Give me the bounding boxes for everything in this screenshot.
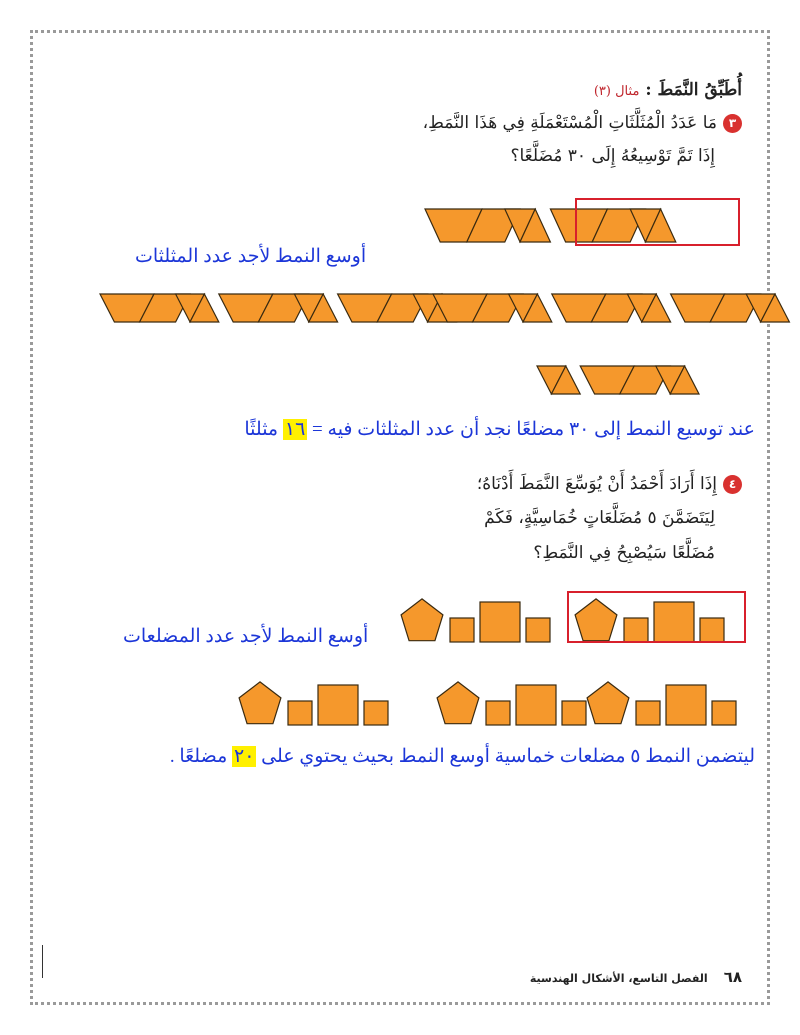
small-square-shape <box>700 618 724 642</box>
small-square-shape <box>624 618 648 642</box>
answer-4-text: ليتضمن النمط ٥ مضلعات خماسية أوسع النمط بحيث يحتوي على <box>261 746 755 767</box>
question-4-number: ٤ <box>723 475 742 494</box>
page-number: ٦٨ <box>723 968 742 986</box>
question-4-text-1: إِذَا أَرَادَ أَحْمَدُ أَنْ يُوَسِّعَ النَّمَطَ أَدْنَاهُ؛ <box>476 474 717 494</box>
pentagon-shape <box>575 599 617 641</box>
question-4-line-3: مُضَلَّعًا سَيُصْبِحُ فِي النَّمَطِ؟ <box>533 543 715 563</box>
question-3-number: ٣ <box>723 114 742 133</box>
small-square-shape <box>450 618 474 642</box>
small-square-shape <box>288 701 312 725</box>
large-square-shape <box>480 602 520 642</box>
pentagon-shape <box>401 599 443 641</box>
question-3-line-2: إِذَا تَمَّ تَوْسِيعُهُ إِلَى ٣٠ مُضَلَّعًا؟ <box>510 146 715 166</box>
answer-3-unit: مثلثًا <box>244 419 279 440</box>
answer-3-text: عند توسيع النمط إلى ٣٠ مضلعًا نجد أن عدد المثلثات فيه = <box>312 419 755 440</box>
small-square-shape <box>712 701 736 725</box>
example-title: أُطَبِّقُ النَّمَطَ : <box>645 80 742 100</box>
large-square-shape <box>318 685 358 725</box>
small-square-shape <box>364 701 388 725</box>
large-square-shape <box>516 685 556 725</box>
note-expand-triangles: أوسع النمط لأجد عدد المثلثات <box>135 246 367 267</box>
answer-3-value: ١٦ <box>284 419 306 440</box>
pentagon-shape <box>437 682 479 724</box>
answer-4-unit: مضلعًا . <box>169 746 228 767</box>
large-square-shape <box>666 685 706 725</box>
pentagon-shape <box>239 682 281 724</box>
question-3-text-1: مَا عَدَدُ الْمُثَلَّثَاتِ الْمُسْتَعْمَلَةِ فِي هَذَا النَّمَطِ، <box>422 113 717 133</box>
pentagon-shape <box>587 682 629 724</box>
note-expand-polygons: أوسع النمط لأجد عدد المضلعات <box>123 626 369 647</box>
small-square-shape <box>526 618 550 642</box>
example-label: مثال (٣) <box>593 84 640 99</box>
answer-4-value: ٢٠ <box>234 746 255 767</box>
small-square-shape <box>562 701 586 725</box>
small-square-shape <box>636 701 660 725</box>
large-square-shape <box>654 602 694 642</box>
question-4-line-2: لِيَتَضَمَّنَ ٥ مُضَلَّعَاتٍ خُمَاسِيَّةٍ، فَكَمْ <box>484 508 715 528</box>
small-square-shape <box>486 701 510 725</box>
chapter-title: الفصل التاسع، الأشكال الهندسية <box>529 972 708 985</box>
